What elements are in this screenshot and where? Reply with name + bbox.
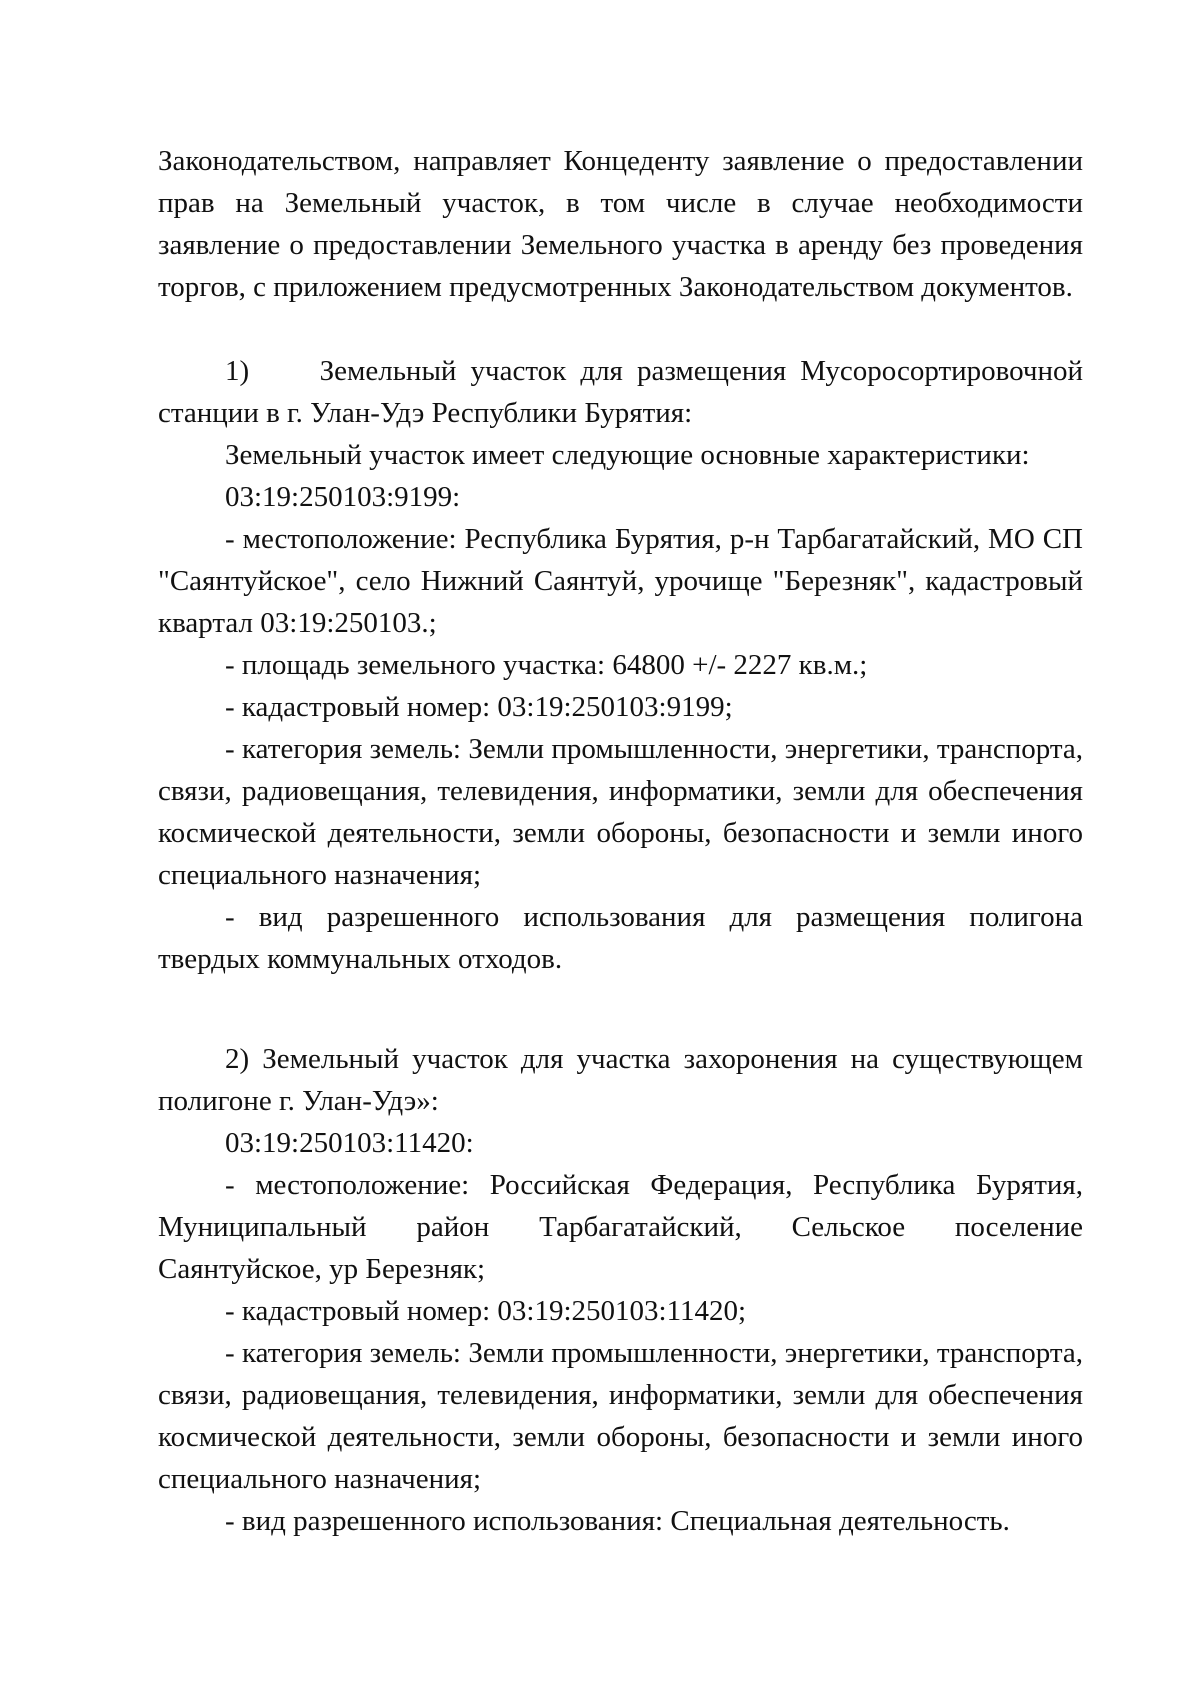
paragraph-notice: Законодательством, направляет Концеденту заявление о предоставлении прав на Земельный участок, в том числе в случае необходимости заявление о предоставлении Земельного участка в аренду без проведения торгов, с приложением предусмотренных Законодательством документов. [158,145,1083,303]
paragraph-plot-2-heading: 2) Земельный участок для участка захоронения на существующем полигоне г. Улан-Удэ»: [158,1043,1083,1117]
spacer [158,308,1083,350]
paragraph-plot-2-usage: - вид разрешенного использования: Специальная деятельность. [225,1505,1010,1537]
paragraph-plot-1-location: - местоположение: Республика Бурятия, р-н Тарбагатайский, МО СП "Саянтуйское", село Нижний Саянтуй, урочище "Березняк", кадастровый квартал 03:19:250103.; [158,523,1083,639]
paragraph-plot-1-cadastral: - кадастровый номер: 03:19:250103:9199; [225,691,733,723]
paragraph-plot-2-location: - местоположение: Российская Федерация, Республика Бурятия, Муниципальный район Тарбагатайский, Сельское поселение Саянтуйское, ур Березняк; [158,1169,1083,1285]
paragraph-plot-1-heading: 1) Земельный участок для размещения Мусоросортировочной станции в г. Улан-Удэ Республики Бурятия: [158,355,1083,429]
paragraph-plot-2-cadastral: - кадастровый номер: 03:19:250103:11420; [225,1295,747,1327]
paragraph-plot-1-usage: - вид разрешенного использования для размещения полигона твердых коммунальных отходов. [158,901,1083,975]
paragraph-plot-2-category: - категория земель: Земли промышленности, энергетики, транспорта, связи, радиовещания, телевидения, информатики, земли для обеспечения космической деятельности, земли обороны, безопасности и земли иного специального назначения; [158,1337,1083,1495]
paragraph-plot-1-intro: Земельный участок имеет следующие основные характеристики: [225,439,1030,471]
paragraph-plot-1-number: 03:19:250103:9199: [225,481,461,513]
paragraph-plot-1-category: - категория земель: Земли промышленности, энергетики, транспорта, связи, радиовещания, телевидения, информатики, земли для обеспечения космической деятельности, земли обороны, безопасности и земли иного специального назначения; [158,733,1083,891]
paragraph-plot-1-area: - площадь земельного участка: 64800 +/- 2227 кв.м.; [225,649,868,681]
document-body [158,140,1083,1542]
spacer [158,980,1083,1038]
paragraph-plot-2-number: 03:19:250103:11420: [225,1127,474,1159]
